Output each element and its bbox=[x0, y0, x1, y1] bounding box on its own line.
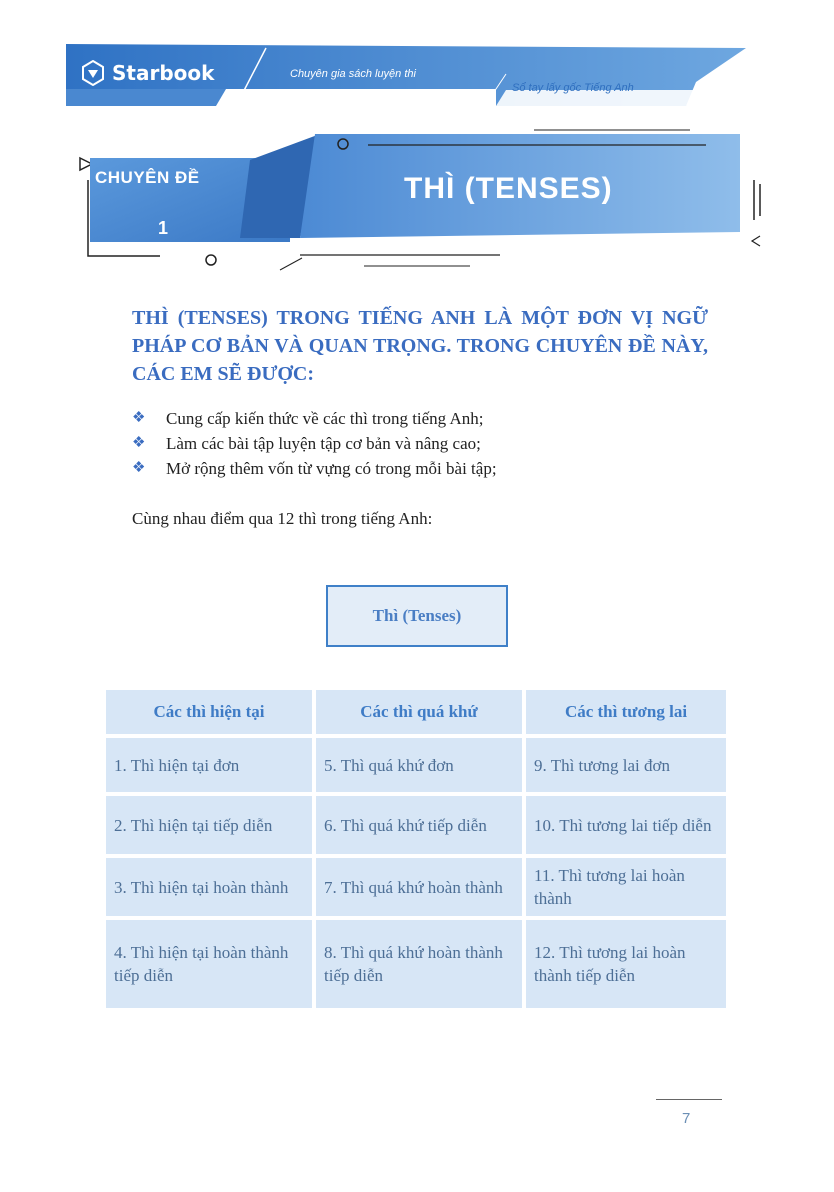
table-cell: 10. Thì tương lai tiếp diễn bbox=[526, 796, 726, 854]
objective-list bbox=[132, 406, 732, 481]
table-cell: 8. Thì quá khứ hoàn thành tiếp diễn bbox=[316, 920, 522, 1008]
chapter-title: THÌ (TENSES) bbox=[404, 172, 613, 205]
chapter-number: 1 bbox=[158, 218, 169, 238]
page-number-rule bbox=[656, 1099, 722, 1100]
table-cell: 5. Thì quá khứ đơn bbox=[316, 738, 522, 792]
summary-text: Cùng nhau điểm qua 12 thì trong tiếng Anh: bbox=[132, 509, 433, 528]
diamond-bullet-icon: ❖ bbox=[132, 460, 146, 476]
table-cell: 12. Thì tương lai hoàn thành tiếp diễn bbox=[526, 920, 726, 1008]
column-header-present: Các thì hiện tại bbox=[106, 690, 312, 734]
list-item: ❖ Cung cấp kiến thức về các thì trong tiếng Anh; bbox=[132, 406, 732, 431]
column-header-past: Các thì quá khứ bbox=[316, 690, 522, 734]
chapter-label: CHUYÊN ĐỀ bbox=[95, 168, 200, 187]
tenses-table bbox=[106, 690, 722, 1008]
column-header-future: Các thì tương lai bbox=[526, 690, 726, 734]
table-cell: 9. Thì tương lai đơn bbox=[526, 738, 726, 792]
list-item: ❖ Làm các bài tập luyện tập cơ bản và nâng cao; bbox=[132, 431, 732, 456]
table-cell: 4. Thì hiện tại hoàn thành tiếp diễn bbox=[106, 920, 312, 1008]
table-cell: 2. Thì hiện tại tiếp diễn bbox=[106, 796, 312, 854]
series-title: Sổ tay lấy gốc Tiếng Anh bbox=[512, 82, 634, 94]
table-cell: 6. Thì quá khứ tiếp diễn bbox=[316, 796, 522, 854]
intro-heading: THÌ (TENSES) TRONG TIẾNG ANH LÀ MỘT ĐƠN VỊ NGỮ PHÁP CƠ BẢN VÀ QUAN TRỌNG. TRONG CHUYÊN ĐỀ NÀY, CÁC EM SẼ ĐƯỢC: bbox=[132, 307, 708, 385]
list-item: ❖ Mở rộng thêm vốn từ vựng có trong mỗi bài tập; bbox=[132, 456, 732, 481]
header-tagline: Chuyên gia sách luyện thi bbox=[290, 68, 416, 80]
page-number: 7 bbox=[682, 1110, 691, 1127]
brand-logo bbox=[82, 60, 214, 86]
tenses-title-box: Thì (Tenses) bbox=[326, 585, 508, 647]
diamond-bullet-icon: ❖ bbox=[132, 435, 146, 451]
brand-name: Starbook bbox=[112, 61, 215, 85]
starbook-icon bbox=[82, 60, 104, 86]
diamond-bullet-icon: ❖ bbox=[132, 410, 146, 426]
table-cell: 11. Thì tương lai hoàn thành bbox=[526, 858, 726, 916]
table-cell: 3. Thì hiện tại hoàn thành bbox=[106, 858, 312, 916]
table-cell: 1. Thì hiện tại đơn bbox=[106, 738, 312, 792]
table-cell: 7. Thì quá khứ hoàn thành bbox=[316, 858, 522, 916]
